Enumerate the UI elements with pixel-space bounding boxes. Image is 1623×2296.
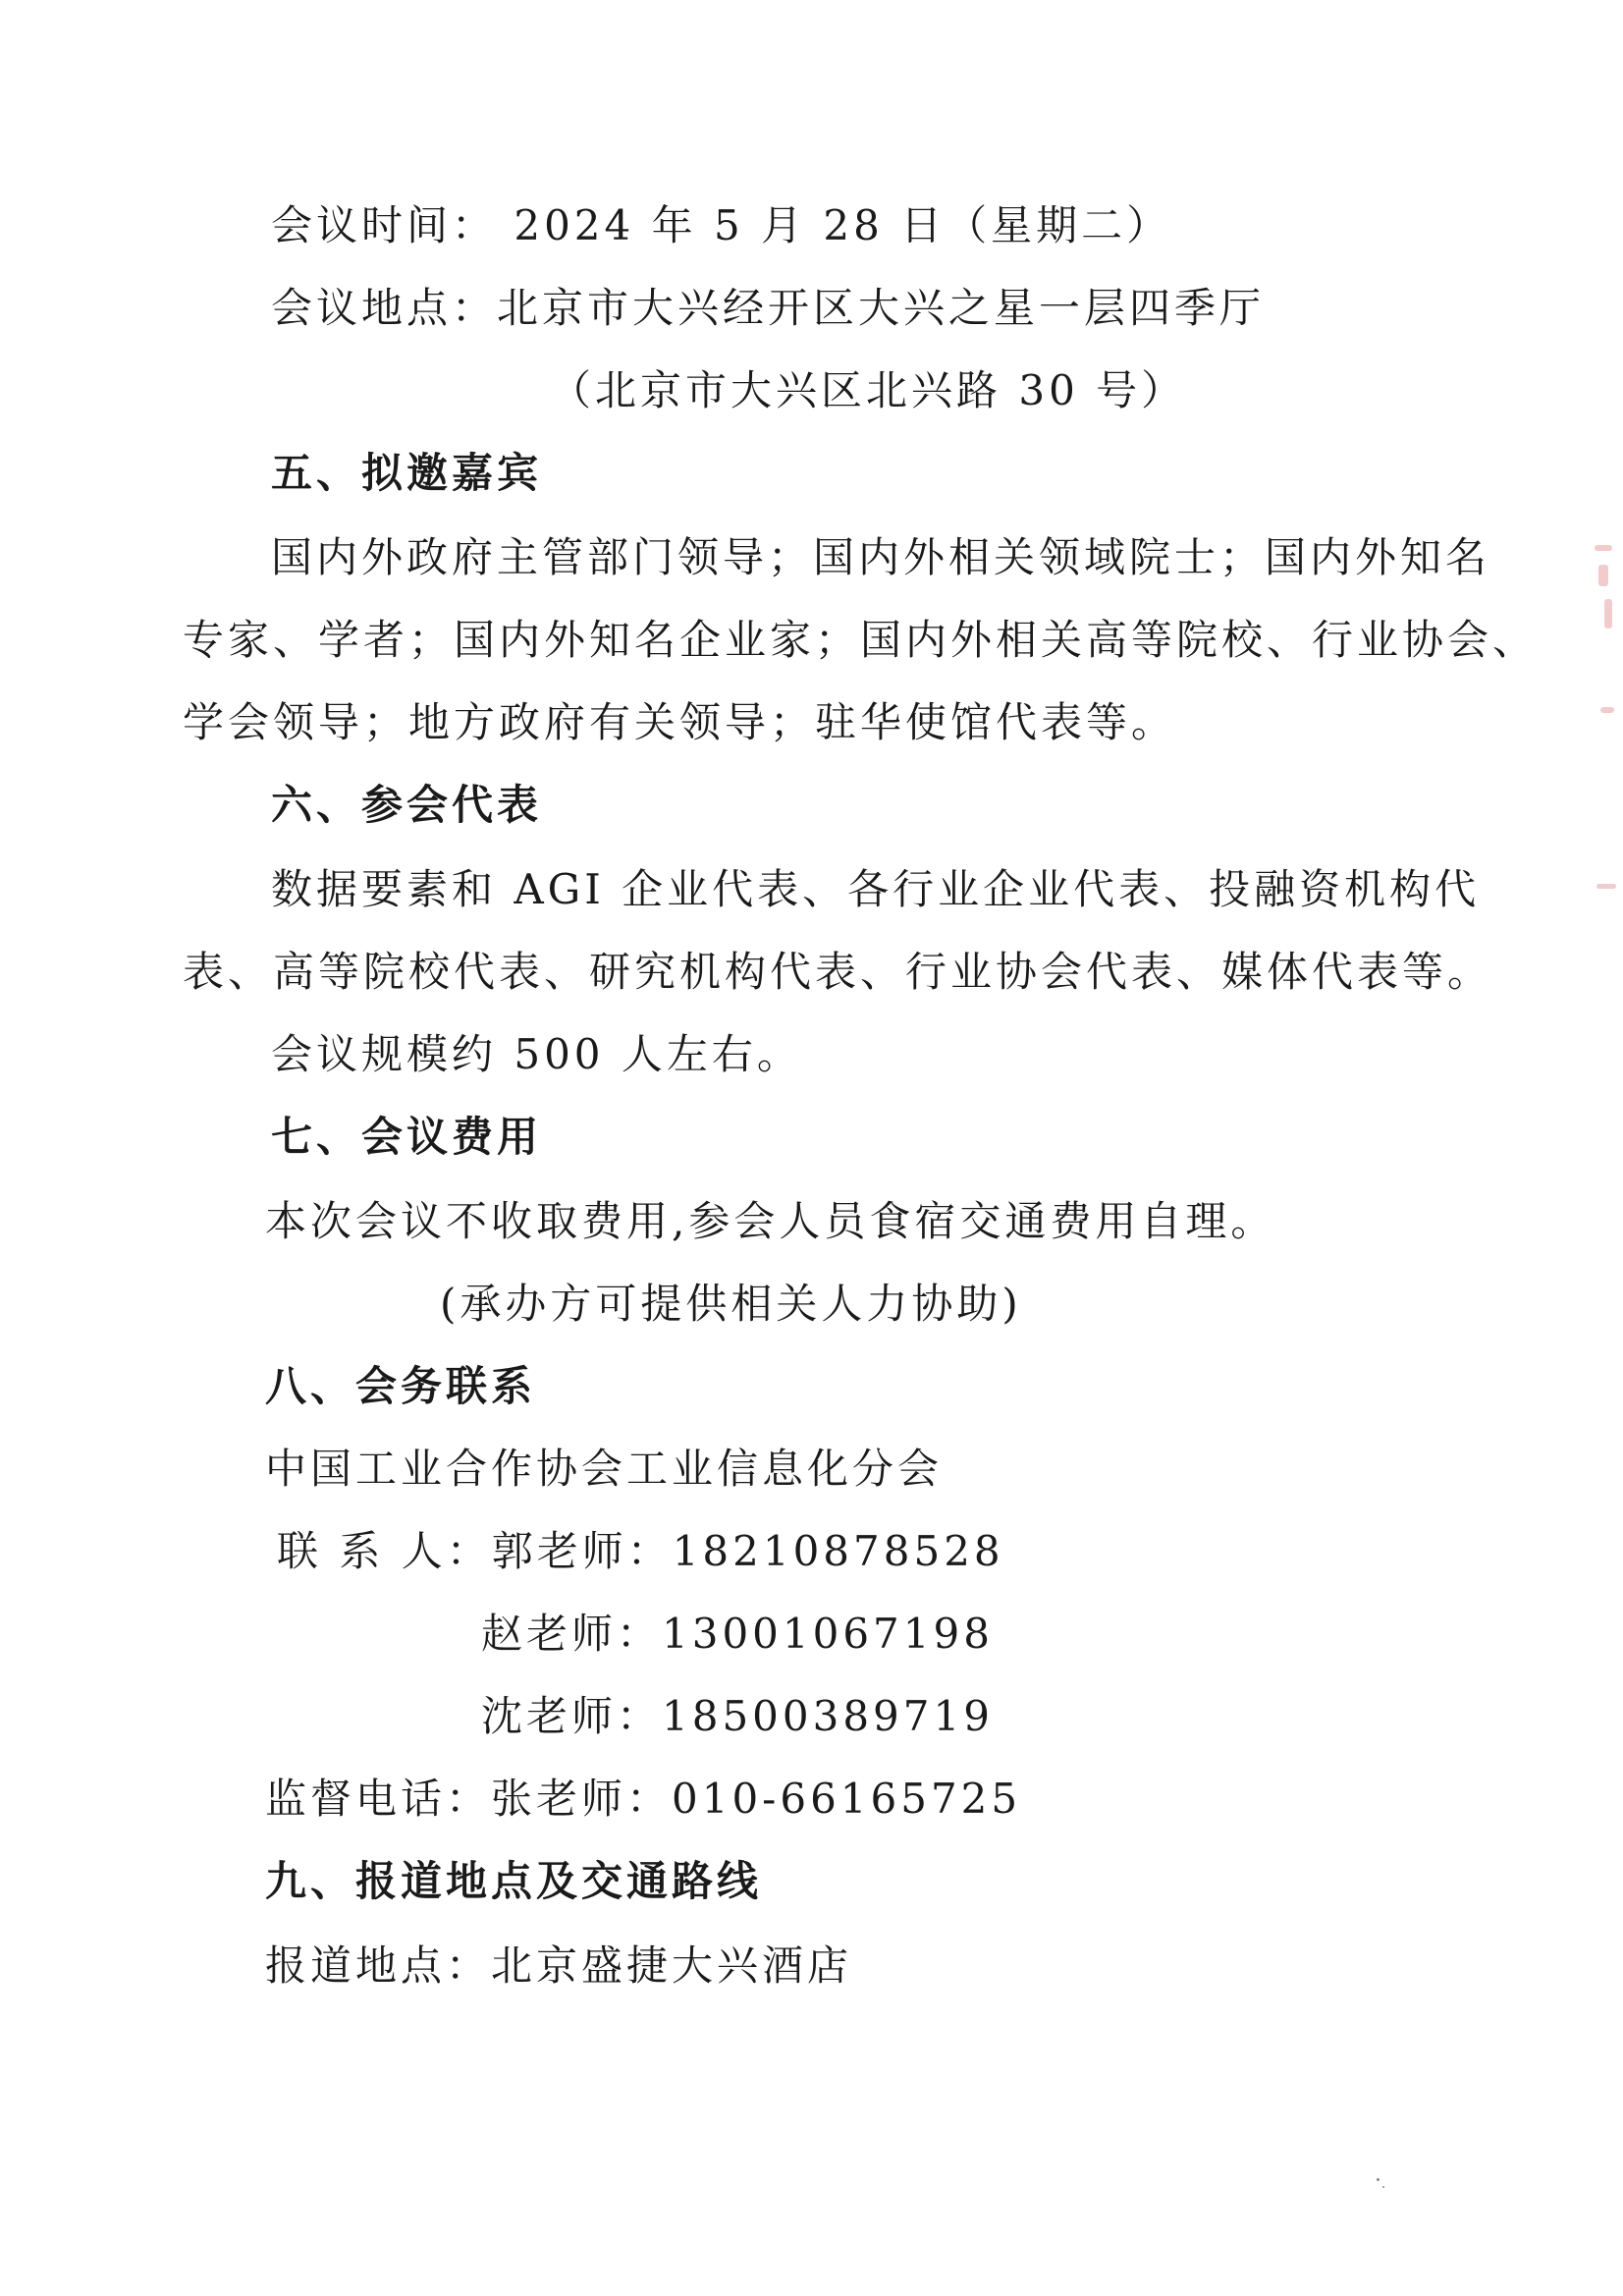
scan-speck xyxy=(1382,2186,1384,2188)
guests-paragraph-line: 专家、学者；国内外知名企业家；国内外相关高等院校、行业协会、 xyxy=(183,616,1539,664)
section-heading-fees: 七、会议费用 xyxy=(271,1113,543,1161)
stamp-fragment xyxy=(1598,565,1608,586)
contact-person-line: 联 系 人：郭老师：18210878528 xyxy=(277,1527,1004,1575)
attendees-paragraph-line: 数据要素和 AGI 企业代表、各行业企业代表、投融资机构代 xyxy=(271,865,1481,913)
stamp-fragment xyxy=(1595,545,1612,551)
section-heading-registration: 九、报道地点及交通路线 xyxy=(265,1857,763,1905)
section-heading-guests: 五、拟邀嘉宾 xyxy=(271,449,543,497)
registration-location: 报道地点：北京盛捷大兴酒店 xyxy=(265,1941,853,1990)
section-heading-contact: 八、会务联系 xyxy=(265,1362,537,1410)
contact-organization: 中国工业合作协会工业信息化分会 xyxy=(265,1445,944,1493)
meeting-venue: 会议地点：北京市大兴经开区大兴之星一层四季厅 xyxy=(271,284,1266,332)
section-heading-attendees: 六、参会代表 xyxy=(271,781,543,829)
venue-address: （北京市大兴区北兴路 30 号） xyxy=(550,366,1187,414)
stamp-fragment xyxy=(1600,707,1614,713)
guests-paragraph-line: 国内外政府主管部门领导；国内外相关领域院士；国内外知名 xyxy=(271,533,1491,581)
meeting-scale: 会议规模约 500 人左右。 xyxy=(271,1030,802,1078)
contact-person-line: 沈老师：18500389719 xyxy=(481,1692,994,1740)
guests-paragraph-line: 学会领导；地方政府有关领导；驻华使馆代表等。 xyxy=(183,698,1177,746)
supervision-phone: 监督电话：张老师：010-66165725 xyxy=(265,1775,1022,1823)
stamp-fragment xyxy=(1596,884,1616,889)
fees-note: (承办方可提供相关人力协助) xyxy=(440,1280,1022,1328)
scan-speck xyxy=(1377,2178,1380,2181)
meeting-time: 会议时间： 2024 年 5 月 28 日（星期二） xyxy=(271,201,1172,249)
fees-paragraph: 本次会议不收取费用,参会人员食宿交通费用自理。 xyxy=(265,1197,1276,1245)
stamp-fragment xyxy=(1604,599,1612,629)
contact-person-line: 赵老师：13001067198 xyxy=(481,1610,994,1658)
attendees-paragraph-line: 表、高等院校代表、研究机构代表、行业协会代表、媒体代表等。 xyxy=(183,948,1493,996)
